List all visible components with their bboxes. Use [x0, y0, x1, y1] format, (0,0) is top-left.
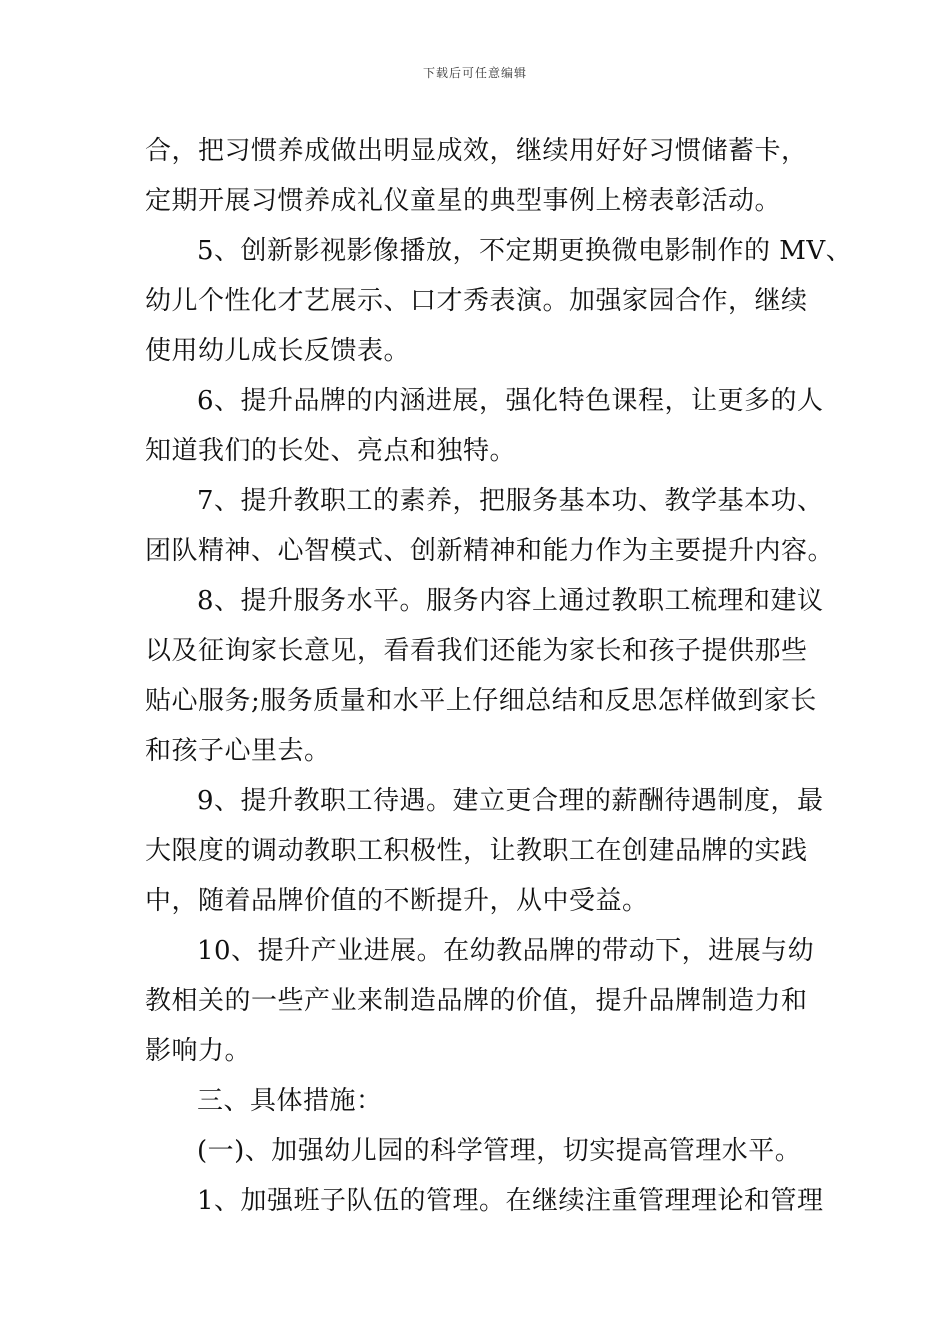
- document-body: [145, 126, 853, 1226]
- text-line: 贴心服务;服务质量和水平上仔细总结和反思怎样做到家长: [145, 686, 817, 716]
- text-line: 使用幼儿成长反馈表。: [145, 336, 411, 366]
- text-line: 中，随着品牌价值的不断提升，从中受益。: [145, 886, 649, 916]
- text-line: 影响力。: [145, 1036, 252, 1066]
- text-line: 8、提升服务水平。服务内容上通过教职工梳理和建议: [197, 586, 824, 616]
- text-line: 三、具体措施：: [197, 1086, 383, 1116]
- text-line: 大限度的调动教职工积极性，让教职工在创建品牌的实践: [145, 836, 808, 866]
- text-line: 知道我们的长处、亮点和独特。: [145, 436, 517, 466]
- page-header-note: 下载后可任意编辑: [422, 66, 527, 80]
- text-line: 7、提升教职工的素养，把服务基本功、教学基本功、: [197, 486, 824, 516]
- text-line: 以及征询家长意见，看看我们还能为家长和孩子提供那些: [145, 636, 808, 666]
- text-line: 5、创新影视影像播放，不定期更换微电影制作的 MV、: [197, 236, 853, 266]
- text-line: 10、提升产业进展。在幼教品牌的带动下，进展与幼: [197, 936, 815, 966]
- text-line: 6、提升品牌的内涵进展，强化特色课程，让更多的人: [197, 386, 824, 416]
- text-line: 1、加强班子队伍的管理。在继续注重管理理论和管理: [197, 1186, 824, 1216]
- text-line: 团队精神、心智模式、创新精神和能力作为主要提升内容。: [145, 536, 835, 566]
- text-line: 定期开展习惯养成礼仪童星的典型事例上榜表彰活动。: [145, 186, 782, 216]
- text-line: 合，把习惯养成做出明显成效，继续用好好习惯储蓄卡，: [145, 136, 808, 166]
- text-line: (一)、加强幼儿园的科学管理，切实提高管理水平。: [197, 1136, 802, 1166]
- text-line: 幼儿个性化才艺展示、口才秀表演。加强家园合作，继续: [145, 286, 808, 316]
- text-line: 9、提升教职工待遇。建立更合理的薪酬待遇制度，最: [197, 786, 824, 816]
- text-line: 教相关的一些产业来制造品牌的价值，提升品牌制造力和: [145, 986, 808, 1016]
- text-line: 和孩子心里去。: [145, 736, 331, 766]
